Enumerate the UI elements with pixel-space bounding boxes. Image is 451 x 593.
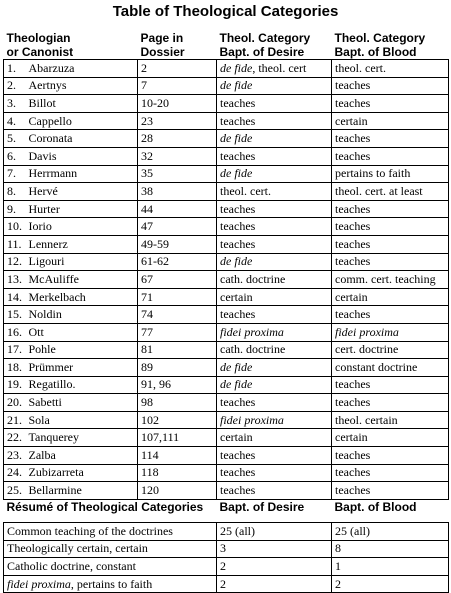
theologian-name: Zubizarreta xyxy=(26,464,138,482)
header-theologian-line2: or Canonist xyxy=(6,45,74,59)
table-row xyxy=(4,130,449,148)
desire-category: cath. doctrine xyxy=(217,341,332,359)
row-number: 25. xyxy=(4,482,26,500)
desire-category: teaches xyxy=(217,218,332,236)
desire-category: fidei proxima xyxy=(217,323,332,341)
dossier-page: 102 xyxy=(138,411,217,429)
theologian-name: Ligouri xyxy=(26,253,138,271)
blood-category: comm. cert. teaching xyxy=(332,271,449,289)
blood-category: cert. doctrine xyxy=(332,341,449,359)
header-page-line2: Dossier xyxy=(140,45,185,59)
desire-category: certain xyxy=(217,429,332,447)
summary-header-category: Résumé of Theological Categories xyxy=(6,500,204,514)
row-number: 15. xyxy=(4,306,26,324)
theologian-name: Cappello xyxy=(26,112,138,130)
row-number: 7. xyxy=(4,165,26,183)
table-row xyxy=(4,411,449,429)
desire-category: de fide xyxy=(217,376,332,394)
table-row xyxy=(4,60,449,78)
desire-category: teaches xyxy=(217,200,332,218)
summary-blood-count: 8 xyxy=(332,540,449,558)
desire-category: teaches xyxy=(217,464,332,482)
table-row xyxy=(4,95,449,113)
table-header-row xyxy=(4,23,449,60)
theologian-name: Aertnys xyxy=(26,77,138,95)
dossier-page: 74 xyxy=(138,306,217,324)
desire-category: teaches xyxy=(217,112,332,130)
dossier-page: 23 xyxy=(138,112,217,130)
summary-row xyxy=(4,575,449,593)
dossier-page: 118 xyxy=(138,464,217,482)
blood-category: pertains to faith xyxy=(332,165,449,183)
dossier-page: 98 xyxy=(138,394,217,412)
row-number: 2. xyxy=(4,77,26,95)
summary-desire-count: 3 xyxy=(217,540,332,558)
blood-category: certain xyxy=(332,288,449,306)
theologian-name: Iorio xyxy=(26,218,138,236)
desire-category: de fide xyxy=(217,130,332,148)
desire-category: de fide xyxy=(217,165,332,183)
table-row xyxy=(4,376,449,394)
blood-category: teaches xyxy=(332,147,449,165)
theologian-name: Tanquerey xyxy=(26,429,138,447)
row-number: 17. xyxy=(4,341,26,359)
row-number: 14. xyxy=(4,288,26,306)
desire-category: de fide xyxy=(217,359,332,377)
header-page-line1: Page in xyxy=(140,31,184,45)
theologian-name: Noldin xyxy=(26,306,138,324)
summary-category: Common teaching of the doctrines xyxy=(4,523,217,541)
blood-category: constant doctrine xyxy=(332,359,449,377)
desire-category: teaches xyxy=(217,95,332,113)
row-number: 1. xyxy=(4,60,26,78)
header-blood xyxy=(332,23,449,60)
theologian-name: McAuliffe xyxy=(26,271,138,289)
desire-category: teaches xyxy=(217,394,332,412)
header-desire xyxy=(217,23,332,60)
dossier-page: 47 xyxy=(138,218,217,236)
summary-desire-count: 2 xyxy=(217,575,332,593)
desire-category: teaches xyxy=(217,235,332,253)
summary-category: Theologically certain, certain xyxy=(4,540,217,558)
theologian-name: Bellarmine xyxy=(26,482,138,500)
theologian-name: Lennerz xyxy=(26,235,138,253)
row-number: 24. xyxy=(4,464,26,482)
blood-category: theol. cert. xyxy=(332,60,449,78)
summary-blood-count: 2 xyxy=(332,575,449,593)
blood-category: teaches xyxy=(332,482,449,500)
row-number: 3. xyxy=(4,95,26,113)
blood-category: certain xyxy=(332,112,449,130)
theologian-name: Ott xyxy=(26,323,138,341)
table-row xyxy=(4,253,449,271)
blood-category: teaches xyxy=(332,77,449,95)
blood-category: theol. certain xyxy=(332,411,449,429)
table-row xyxy=(4,218,449,236)
table-row xyxy=(4,323,449,341)
desire-category: teaches xyxy=(217,147,332,165)
blood-category: teaches xyxy=(332,447,449,465)
desire-category: cath. doctrine xyxy=(217,271,332,289)
theologian-name: Merkelbach xyxy=(26,288,138,306)
blood-category: teaches xyxy=(332,394,449,412)
desire-category: theol. cert. xyxy=(217,183,332,201)
dossier-page: 107,111 xyxy=(138,429,217,447)
blood-category: certain xyxy=(332,429,449,447)
dossier-page: 91, 96 xyxy=(138,376,217,394)
row-number: 18. xyxy=(4,359,26,377)
desire-category: certain xyxy=(217,288,332,306)
desire-category: fidei proxima xyxy=(217,411,332,429)
row-number: 12. xyxy=(4,253,26,271)
theological-categories-table xyxy=(3,23,449,500)
summary-blood-count: 1 xyxy=(332,558,449,576)
table-row xyxy=(4,306,449,324)
dossier-page: 35 xyxy=(138,165,217,183)
header-blood-line1: Theol. Category xyxy=(334,31,426,45)
dossier-page: 114 xyxy=(138,447,217,465)
header-page xyxy=(138,23,217,60)
table-row xyxy=(4,288,449,306)
summary-desire-count: 2 xyxy=(217,558,332,576)
summary-header-row xyxy=(4,492,449,523)
dossier-page: 49-59 xyxy=(138,235,217,253)
summary-category: Catholic doctrine, constant xyxy=(4,558,217,576)
dossier-page: 67 xyxy=(138,271,217,289)
blood-category: teaches xyxy=(332,253,449,271)
summary-blood-count: 25 (all) xyxy=(332,523,449,541)
row-number: 21. xyxy=(4,411,26,429)
theologian-name: Sola xyxy=(26,411,138,429)
dossier-page: 89 xyxy=(138,359,217,377)
blood-category: fidei proxima xyxy=(332,323,449,341)
row-number: 23. xyxy=(4,447,26,465)
summary-header-desire: Bapt. of Desire xyxy=(219,500,305,514)
dossier-page: 7 xyxy=(138,77,217,95)
row-number: 11. xyxy=(4,235,26,253)
summary-header-blood: Bapt. of Blood xyxy=(334,500,417,514)
summary-row xyxy=(4,540,449,558)
dossier-page: 71 xyxy=(138,288,217,306)
row-number: 20. xyxy=(4,394,26,412)
theologian-name: Billot xyxy=(26,95,138,113)
table-row xyxy=(4,447,449,465)
table-row xyxy=(4,429,449,447)
desire-category: de fide, theol. cert xyxy=(217,60,332,78)
theologian-name: Sabetti xyxy=(26,394,138,412)
blood-category: teaches xyxy=(332,306,449,324)
table-row xyxy=(4,359,449,377)
row-number: 8. xyxy=(4,183,26,201)
blood-category: teaches xyxy=(332,130,449,148)
theologian-name: Davis xyxy=(26,147,138,165)
summary-row xyxy=(4,523,449,541)
dossier-page: 2 xyxy=(138,60,217,78)
row-number: 10. xyxy=(4,218,26,236)
table-row xyxy=(4,200,449,218)
theologian-name: Hervé xyxy=(26,183,138,201)
blood-category: teaches xyxy=(332,95,449,113)
table-row xyxy=(4,77,449,95)
summary-table xyxy=(3,492,449,593)
dossier-page: 32 xyxy=(138,147,217,165)
desire-category: de fide xyxy=(217,253,332,271)
header-blood-line2: Bapt. of Blood xyxy=(334,45,417,59)
dossier-page: 10-20 xyxy=(138,95,217,113)
row-number: 16. xyxy=(4,323,26,341)
row-number: 9. xyxy=(4,200,26,218)
blood-category: teaches xyxy=(332,376,449,394)
desire-category: teaches xyxy=(217,482,332,500)
blood-category: teaches xyxy=(332,235,449,253)
table-row xyxy=(4,235,449,253)
theologian-name: Coronata xyxy=(26,130,138,148)
row-number: 4. xyxy=(4,112,26,130)
header-desire-line2: Bapt. of Desire xyxy=(219,45,305,59)
theologian-name: Zalba xyxy=(26,447,138,465)
table-row xyxy=(4,112,449,130)
summary-category: fidei proxima, pertains to faith xyxy=(4,575,217,593)
header-desire-line1: Theol. Category xyxy=(219,31,311,45)
dossier-page: 61-62 xyxy=(138,253,217,271)
blood-category: theol. cert. at least xyxy=(332,183,449,201)
table-row xyxy=(4,464,449,482)
theologian-name: Hurter xyxy=(26,200,138,218)
desire-category: teaches xyxy=(217,447,332,465)
page-title: Table of Theological Categories xyxy=(112,3,339,20)
header-theologian-line1: Theologian xyxy=(6,31,71,45)
dossier-page: 28 xyxy=(138,130,217,148)
dossier-page: 38 xyxy=(138,183,217,201)
summary-row xyxy=(4,558,449,576)
theologian-name: Regatillo. xyxy=(26,376,138,394)
row-number: 19. xyxy=(4,376,26,394)
table-row xyxy=(4,341,449,359)
row-number: 13. xyxy=(4,271,26,289)
theologian-name: Herrmann xyxy=(26,165,138,183)
dossier-page: 44 xyxy=(138,200,217,218)
table-row xyxy=(4,183,449,201)
row-number: 22. xyxy=(4,429,26,447)
dossier-page: 81 xyxy=(138,341,217,359)
desire-category: de fide xyxy=(217,77,332,95)
theologian-name: Abarzuza xyxy=(26,60,138,78)
header-theologian xyxy=(4,23,138,60)
summary-desire-count: 25 (all) xyxy=(217,523,332,541)
dossier-page: 120 xyxy=(138,482,217,500)
row-number: 5. xyxy=(4,130,26,148)
desire-category: teaches xyxy=(217,306,332,324)
dossier-page: 77 xyxy=(138,323,217,341)
table-row xyxy=(4,271,449,289)
theologian-name: Pohle xyxy=(26,341,138,359)
table-row xyxy=(4,394,449,412)
table-row xyxy=(4,165,449,183)
blood-category: teaches xyxy=(332,218,449,236)
row-number: 6. xyxy=(4,147,26,165)
table-row xyxy=(4,147,449,165)
blood-category: teaches xyxy=(332,464,449,482)
theologian-name: Prümmer xyxy=(26,359,138,377)
blood-category: teaches xyxy=(332,200,449,218)
